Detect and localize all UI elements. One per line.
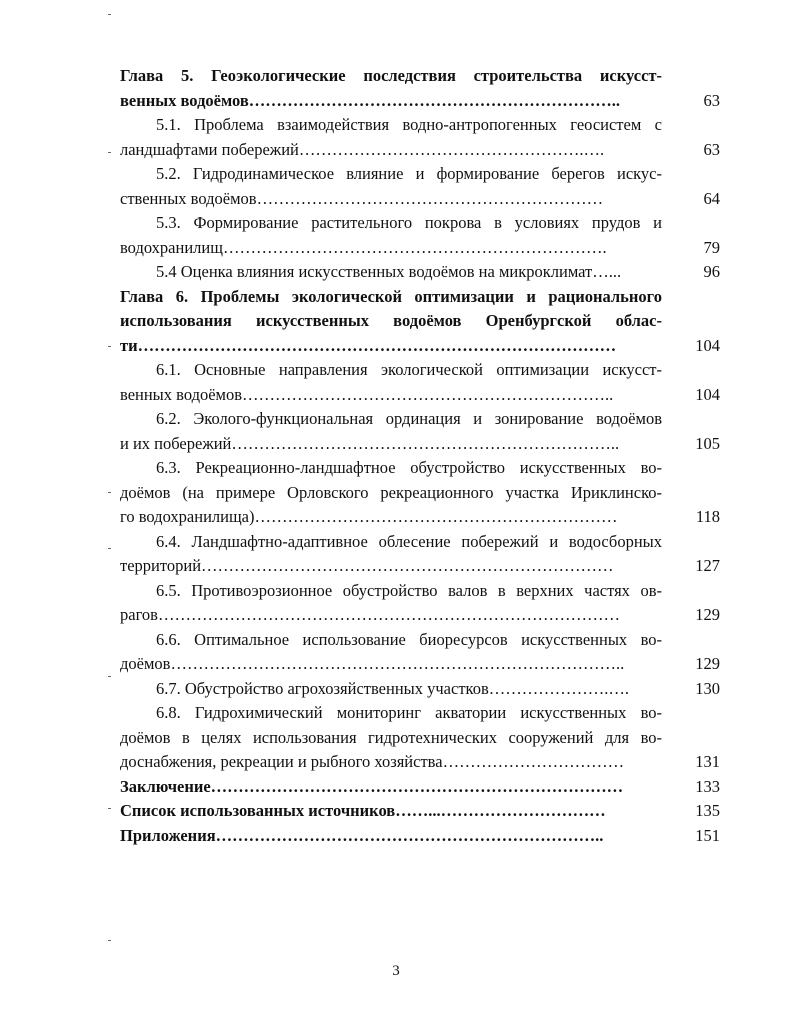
toc-entry-title [120, 260, 662, 285]
toc-page-number: 130 [695, 678, 720, 698]
toc-entry-title [120, 64, 662, 113]
toc-page-number: 96 [703, 262, 720, 281]
toc-entry-line: Приложения…………………………………………………………….. [120, 825, 604, 845]
toc-section-entry[interactable] [120, 628, 720, 677]
toc-entry-line: ландшафтами побережий…………………………………………….…. [120, 139, 605, 159]
toc-section-entry[interactable] [120, 113, 720, 162]
toc-chapter-entry[interactable] [120, 824, 720, 849]
toc-entry-line: Глава 5. Геоэкологические последствия строительства искусст- [120, 66, 662, 85]
toc-entry-title [120, 407, 662, 456]
toc-section-entry[interactable] [120, 162, 720, 211]
toc-entry-line: го водохранилища)………………………………………………………… [120, 507, 618, 526]
toc-page-number: 64 [703, 188, 720, 208]
toc-page-number: 129 [695, 654, 720, 673]
toc-entry-line: 6.3. Рекреационно-ландшафтное обустройство искусственных во- [156, 458, 662, 477]
toc-section-entry[interactable] [120, 211, 720, 260]
toc-chapter-entry[interactable] [120, 285, 720, 359]
toc-entry-line: использования искусственных водоёмов Оренбургской облас- [120, 311, 662, 330]
table-of-contents [120, 64, 720, 848]
toc-entry-title [120, 285, 662, 359]
toc-page-number: 104 [695, 384, 720, 404]
toc-entry-line: доёмов……………………………………………………………………….. [120, 654, 625, 673]
toc-entry-line: 5.4 Оценка влияния искусственных водоёмов на микроклимат…... [156, 262, 622, 281]
toc-chapter-entry[interactable] [120, 775, 720, 800]
toc-entry-line: Список использованных источников……...………………………… [120, 801, 606, 820]
toc-section-entry[interactable] [120, 677, 720, 702]
scan-mark [108, 676, 111, 677]
toc-entry-line: 6.8. Гидрохимический мониторинг акватории искусственных во- [156, 703, 662, 722]
page-number: 3 [392, 963, 400, 979]
toc-entry-line: венных водоёмов………………………………………………………….. [120, 90, 621, 110]
toc-page-number: 63 [703, 90, 720, 110]
toc-entry-line: венных водоёмов………………………………………………………….. [120, 384, 614, 404]
toc-entry-title [120, 113, 662, 162]
toc-entry-title [120, 211, 662, 260]
toc-chapter-entry[interactable] [120, 799, 720, 824]
toc-entry-title [120, 775, 662, 800]
toc-entry-title [120, 701, 662, 775]
toc-entry-title [120, 677, 662, 702]
scan-mark [108, 548, 111, 549]
toc-chapter-entry[interactable] [120, 64, 720, 113]
toc-page-number: 129 [695, 605, 720, 624]
toc-page-number: 151 [695, 825, 720, 845]
toc-entry-title [120, 358, 662, 407]
scan-mark [108, 940, 111, 941]
toc-page-number: 118 [695, 507, 720, 526]
toc-entry-line: 5.1. Проблема взаимодействия водно-антропогенных геосистем с [156, 115, 662, 134]
toc-entry-line: Глава 6. Проблемы экологической оптимизации и рационального [120, 286, 662, 306]
toc-section-entry[interactable] [120, 701, 720, 775]
toc-entry-line: и их побережий…………………………………………………………….. [120, 433, 620, 453]
toc-entry-title [120, 456, 662, 530]
toc-section-entry[interactable] [120, 456, 720, 530]
toc-entry-line: доёмов (на примере Орловского рекреационного участка Ириклинско- [120, 482, 662, 502]
toc-entry-line: 6.5. Противоэрозионное обустройство валов в верхних частях ов- [156, 580, 662, 600]
toc-entry-title [120, 824, 662, 849]
toc-entry-line: 5.3. Формирование растительного покрова в условиях прудов и [156, 213, 662, 232]
toc-page-number: 105 [695, 433, 720, 453]
toc-page-number: 63 [703, 139, 720, 159]
toc-page-number: 131 [695, 752, 720, 771]
toc-page-number: 135 [695, 801, 720, 820]
toc-entry-line: ственных водоёмов……………………………………………………… [120, 188, 604, 208]
toc-entry-line: 5.2. Гидродинамическое влияние и формирование берегов искус- [156, 164, 662, 183]
toc-entry-line: 6.6. Оптимальное использование биоресурсов искусственных во- [156, 629, 662, 649]
scan-mark [108, 808, 111, 809]
toc-entry-title [120, 799, 662, 824]
toc-entry-line: ти…………………………………………………………………………… [120, 335, 617, 355]
toc-entry-title [120, 162, 662, 211]
scan-mark [108, 346, 111, 347]
toc-page-number: 127 [695, 556, 720, 575]
toc-entry-line: доёмов в целях использования гидротехнических сооружений для во- [120, 727, 662, 747]
toc-page-number: 104 [695, 335, 720, 355]
toc-entry-title [120, 628, 662, 677]
scan-mark [108, 152, 111, 153]
scan-mark [108, 14, 111, 15]
toc-page-number: 133 [695, 776, 720, 796]
toc-entry-line: территорий………………………………………………………………… [120, 556, 614, 575]
toc-section-entry[interactable] [120, 358, 720, 407]
toc-section-entry[interactable] [120, 260, 720, 285]
toc-entry-line: Заключение………………………………………………………………… [120, 776, 624, 796]
toc-section-entry[interactable] [120, 407, 720, 456]
toc-entry-title [120, 530, 662, 579]
toc-entry-title [120, 579, 662, 628]
toc-entry-line: 6.7. Обустройство агрохозяйственных участков………………….…. [156, 678, 629, 698]
toc-section-entry[interactable] [120, 530, 720, 579]
toc-entry-line: 6.2. Эколого-функциональная ординация и зонирование водоёмов [156, 409, 662, 428]
toc-page-number: 79 [703, 237, 720, 257]
toc-entry-line: 6.1. Основные направления экологической оптимизации искусст- [156, 360, 662, 379]
scan-mark [108, 492, 111, 493]
toc-entry-line: доснабжения, рекреации и рыбного хозяйства…………………………… [120, 752, 625, 771]
toc-entry-line: 6.4. Ландшафтно-адаптивное облесение побережий и водосборных [156, 531, 662, 551]
toc-entry-line: водохранилищ……………………………………………………………. [120, 237, 607, 257]
toc-entry-line: рагов………………………………………………………………………… [120, 605, 620, 624]
toc-section-entry[interactable] [120, 579, 720, 628]
